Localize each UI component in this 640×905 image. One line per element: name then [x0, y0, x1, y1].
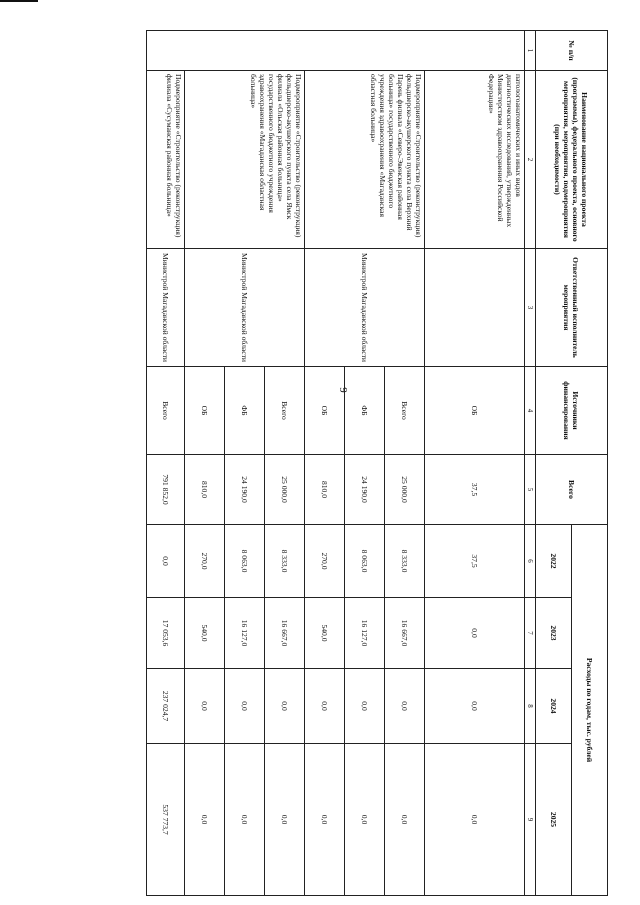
- row-total: 25 000,0: [385, 455, 425, 525]
- row-name: Подмероприятие «Строительство (реконструкция) фельдшерско-акушерского пункта села Ямск филиала «Ольская районная больница» государственного бюджетного учреждения здравоохранения «Магаданская областная больница»: [185, 71, 305, 249]
- row-2024: 0,0: [425, 669, 525, 744]
- row-2022: 8 333,0: [385, 525, 425, 598]
- row-2025: 0,0: [185, 744, 225, 896]
- row-2022: 37,5: [425, 525, 525, 598]
- col-index: 4: [525, 367, 536, 455]
- row-2024: 0,0: [345, 669, 385, 744]
- row-total: 24 190,0: [345, 455, 385, 525]
- row-2025: 0,0: [225, 744, 265, 896]
- row-2022: 8 063,0: [225, 525, 265, 598]
- table-row: [265, 31, 305, 896]
- row-executor: [425, 249, 525, 367]
- row-2023: 16 667,0: [265, 598, 305, 669]
- row-source: ФБ: [225, 367, 265, 455]
- row-2024: 0,0: [265, 669, 305, 744]
- row-2023: 540,0: [185, 598, 225, 669]
- row-total: 25 000,0: [265, 455, 305, 525]
- row-total: 24 190,0: [225, 455, 265, 525]
- top-rule: [0, 0, 38, 2]
- row-executor: Министрой Магаданской области: [147, 249, 185, 367]
- row-source: Всего: [147, 367, 185, 455]
- header-total: Всего: [536, 455, 608, 525]
- row-total: 810,0: [185, 455, 225, 525]
- col-index: 8: [525, 669, 536, 744]
- table-row: [147, 31, 185, 896]
- row-source: ОБ: [305, 367, 345, 455]
- row-2022: 270,0: [185, 525, 225, 598]
- row-name: патологоанатомических и иных видов диагностических исследований, утвержденных Министерством здравоохранения Российской Федерации»: [425, 71, 525, 249]
- header-2022: 2022: [536, 525, 572, 598]
- table-row: [425, 31, 525, 896]
- header-executor: Ответственный исполнитель мероприятия: [536, 249, 608, 367]
- header-num: № п/п: [536, 31, 608, 71]
- row-2025: 0,0: [345, 744, 385, 896]
- row-name: Подмероприятие «Строительство (реконструкция) филиала «Сусуманская районная больница»: [147, 71, 185, 249]
- budget-table: [146, 30, 608, 896]
- col-index: 2: [525, 71, 536, 249]
- row-executor: Министрой Магаданской области: [185, 249, 305, 367]
- row-2025: 0,0: [425, 744, 525, 896]
- row-2023: 16 127,0: [345, 598, 385, 669]
- header-source: Источники финансирования: [536, 367, 608, 455]
- col-index: 6: [525, 525, 536, 598]
- page-number: 9: [336, 387, 349, 393]
- row-2024: 0,0: [185, 669, 225, 744]
- header-name: Наименование национального проекта (программы), федерального проекта, основного мероприятия, мероприятия, подмероприятия (при необходимости): [536, 71, 608, 249]
- header-2023: 2023: [536, 598, 572, 669]
- table-row: [385, 31, 425, 896]
- column-index-row: [525, 31, 536, 896]
- row-2023: 17 053,6: [147, 598, 185, 669]
- row-2022: 8 063,0: [345, 525, 385, 598]
- row-2025: 537 773,7: [147, 744, 185, 896]
- rotated-table-page: [162, 30, 608, 895]
- row-name: Подмероприятие «Строительство (реконструкция) фельдшерско-акушерского пункта села Верхний Парень филиала «Северо-Эвенская районная больница» государственного бюджетного учреждения здравоохранения «Магаданская областная больница»: [305, 71, 425, 249]
- row-source: ФБ: [345, 367, 385, 455]
- header-years-group: Расходы по годам, тыс. рублей: [572, 525, 608, 896]
- row-2022: 8 333,0: [265, 525, 305, 598]
- row-total: 810,0: [305, 455, 345, 525]
- row-2023: 16 667,0: [385, 598, 425, 669]
- row-2022: 0,0: [147, 525, 185, 598]
- col-index: 3: [525, 249, 536, 367]
- row-executor: Министрой Магаданской области: [305, 249, 425, 367]
- row-2025: 0,0: [265, 744, 305, 896]
- col-index: 5: [525, 455, 536, 525]
- row-2023: 0,0: [425, 598, 525, 669]
- row-source: Всего: [385, 367, 425, 455]
- row-2025: 0,0: [305, 744, 345, 896]
- row-2023: 16 127,0: [225, 598, 265, 669]
- row-source: ОБ: [425, 367, 525, 455]
- header-2025: 2025: [536, 744, 572, 896]
- row-2024: 0,0: [305, 669, 345, 744]
- row-2024: 0,0: [225, 669, 265, 744]
- row-2025: 0,0: [385, 744, 425, 896]
- col-index: 9: [525, 744, 536, 896]
- row-2024: 237 024,7: [147, 669, 185, 744]
- header-2024: 2024: [536, 669, 572, 744]
- col-index: 7: [525, 598, 536, 669]
- row-source: ОБ: [185, 367, 225, 455]
- row-2024: 0,0: [385, 669, 425, 744]
- col-index: 1: [525, 31, 536, 71]
- row-total: 37,5: [425, 455, 525, 525]
- row-2023: 540,0: [305, 598, 345, 669]
- row-num-cell: [147, 31, 525, 71]
- row-total: 791 852,0: [147, 455, 185, 525]
- row-2022: 270,0: [305, 525, 345, 598]
- row-source: Всего: [265, 367, 305, 455]
